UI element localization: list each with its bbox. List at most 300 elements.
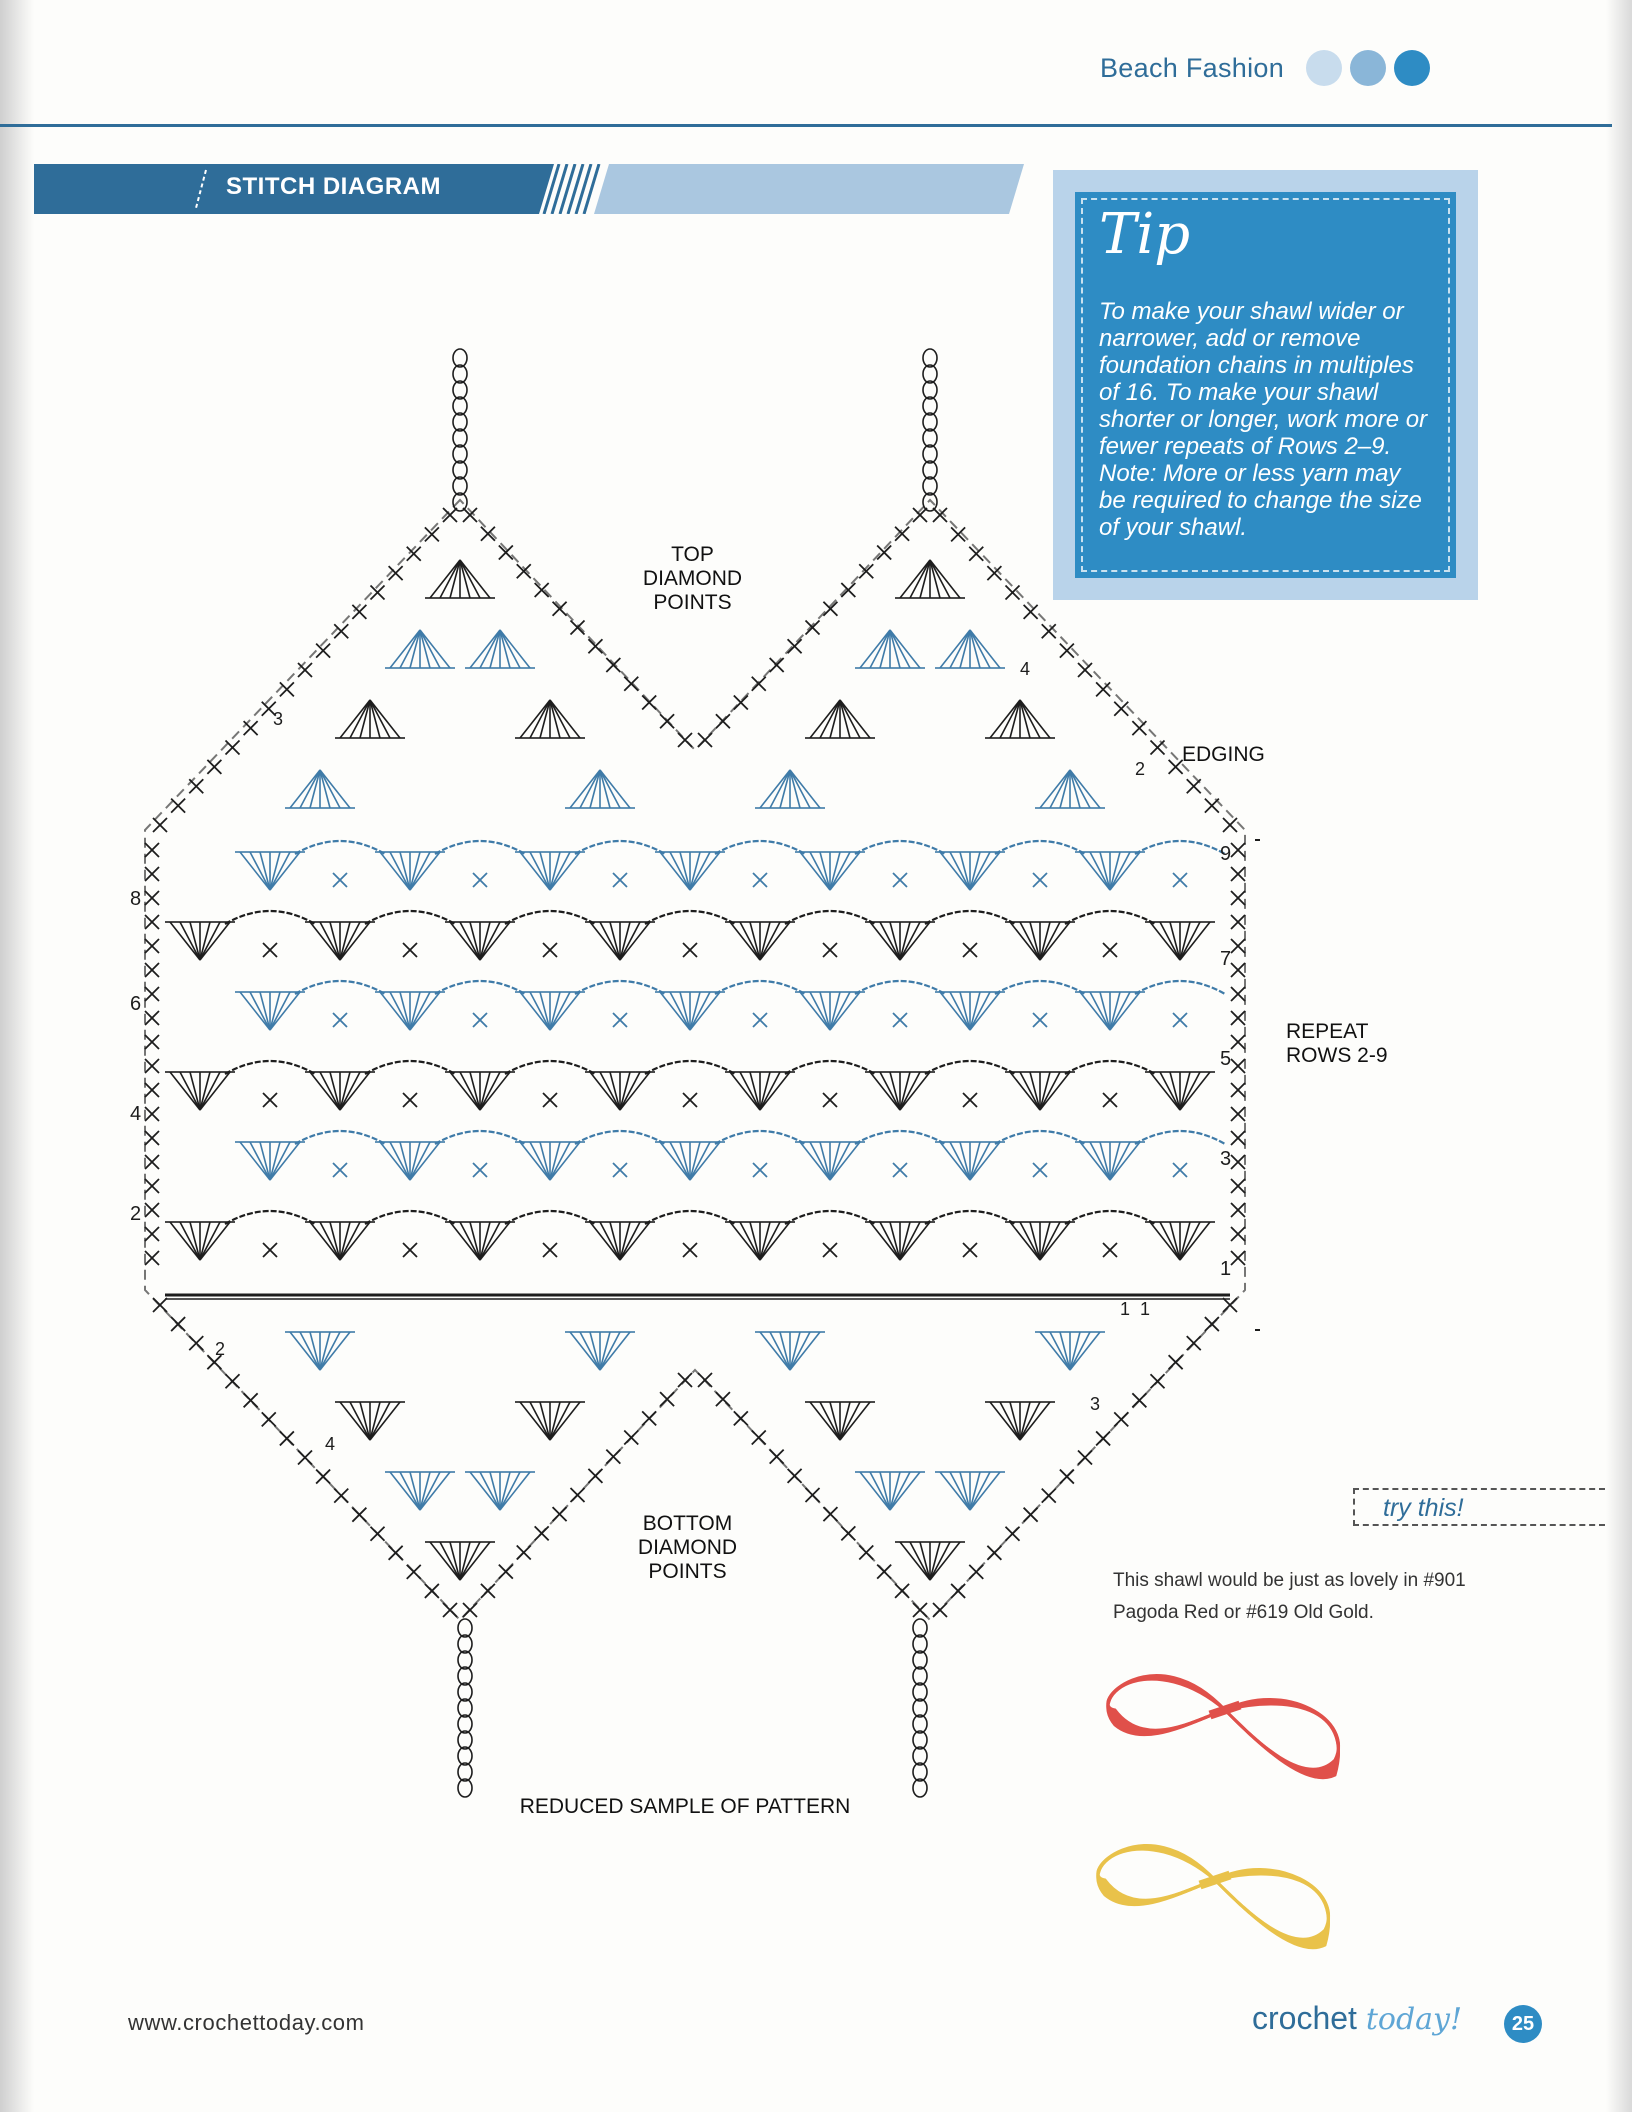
top-point-shell <box>515 700 585 738</box>
chain-arch <box>295 981 385 994</box>
shell-stitch <box>165 1072 235 1110</box>
shell-stitch <box>655 852 725 890</box>
row-number-left: 4 <box>130 1103 142 1125</box>
chain-arch <box>575 981 665 994</box>
edge-x-diag <box>153 1298 167 1312</box>
section-header <box>1100 50 1430 86</box>
bottom-point-shell <box>285 1332 355 1370</box>
bottom-point-shell <box>425 1542 495 1580</box>
edge-x-diag <box>371 1527 385 1541</box>
sc-stitch <box>683 1093 697 1107</box>
chain-arch <box>785 1211 875 1224</box>
edge-x-left <box>145 1059 159 1073</box>
shell-stitch <box>515 992 585 1030</box>
diagram-caption: REDUCED SAMPLE OF PATTERN <box>519 1795 851 1818</box>
chain-arch <box>855 1131 945 1144</box>
red-yarn-skein <box>1108 1676 1339 1778</box>
edge-x-right <box>1231 1179 1245 1193</box>
top-point-shell <box>805 700 875 738</box>
edge-x-diag <box>1024 1508 1038 1522</box>
edging-mark-bottom: 3 <box>1090 1394 1101 1414</box>
chain-arch <box>365 911 455 924</box>
edge-x-diag <box>933 1603 947 1617</box>
shell-stitch <box>375 992 445 1030</box>
shell-stitch <box>865 922 935 960</box>
edge-x-diag <box>553 1507 567 1521</box>
edge-x-diag <box>553 602 567 616</box>
sc-stitch <box>263 943 277 957</box>
top-point-shell <box>335 700 405 738</box>
edge-x-diag <box>969 1565 983 1579</box>
shell-stitch <box>725 1072 795 1110</box>
edge-x-diag <box>1187 779 1201 793</box>
row-number-right: 9 <box>1220 843 1232 865</box>
shell-stitch <box>305 922 375 960</box>
edge-x-diag <box>841 583 855 597</box>
edge-x-diag <box>1114 702 1128 716</box>
edge-x-diag <box>352 1508 366 1522</box>
edge-x-diag <box>660 714 674 728</box>
shell-stitch <box>725 1222 795 1260</box>
chain-arch <box>995 981 1085 994</box>
edge-x-left <box>145 1011 159 1025</box>
edge-x-diag <box>642 696 656 710</box>
sc-stitch <box>473 873 487 887</box>
shell-stitch <box>1005 922 1075 960</box>
edge-x-diag <box>207 760 221 774</box>
sc-stitch <box>333 1163 347 1177</box>
edge-x-diag <box>788 1469 802 1483</box>
edge-x-diag <box>716 714 730 728</box>
bottom-point-shell <box>385 1472 455 1510</box>
edge-x-diag <box>1205 799 1219 813</box>
shell-stitch <box>305 1222 375 1260</box>
edging-mark-top: 3 <box>273 709 284 729</box>
edge-x-diag <box>571 621 585 635</box>
edge-x-diag <box>535 583 549 597</box>
bottom-point-shell <box>335 1402 405 1440</box>
chain-arch <box>435 981 525 994</box>
bottom-point-shell <box>985 1402 1055 1440</box>
shell-stitch <box>795 992 865 1030</box>
chain-arch <box>575 841 665 854</box>
stitch-diagram-banner <box>34 164 1024 214</box>
edge-x-right <box>1231 1131 1245 1145</box>
edge-x-diag <box>606 1450 620 1464</box>
shell-stitch <box>935 852 1005 890</box>
edge-x-left <box>145 1107 159 1121</box>
edge-x-diag <box>734 696 748 710</box>
sc-stitch <box>613 1013 627 1027</box>
edging-mark-top: 2 <box>1135 759 1146 779</box>
banner-label: STITCH DIAGRAM <box>226 173 441 200</box>
shell-stitch <box>585 922 655 960</box>
edge-x-left <box>145 1035 159 1049</box>
edge-x-diag <box>1169 760 1183 774</box>
edge-x-left <box>145 1251 159 1265</box>
chain-arch <box>1135 1131 1225 1144</box>
edge-x-left <box>145 867 159 881</box>
page-gutter-shadow <box>0 0 34 2112</box>
chain-arch <box>715 981 805 994</box>
edge-x-diag <box>334 624 348 638</box>
chain-arch <box>715 1131 805 1144</box>
shell-stitch <box>445 1222 515 1260</box>
edge-x-diag <box>1114 1412 1128 1426</box>
edge-x-diag <box>298 663 312 677</box>
bottom-point-shell <box>465 1472 535 1510</box>
sc-stitch <box>1103 1093 1117 1107</box>
edge-x-diag <box>1187 1336 1201 1350</box>
edge-x-left <box>145 891 159 905</box>
edge-x-diag <box>171 1317 185 1331</box>
edge-x-left <box>145 1227 159 1241</box>
chain-arch <box>1065 1061 1155 1074</box>
footer-brand <box>1252 2000 1462 2037</box>
shell-stitch <box>585 1222 655 1260</box>
shell-stitch <box>1005 1222 1075 1260</box>
chain-arch <box>645 911 735 924</box>
try-this-label: try this! <box>1383 1494 1464 1522</box>
sc-stitch <box>263 1243 277 1257</box>
chain-arch <box>925 911 1015 924</box>
chain-arch <box>435 1131 525 1144</box>
header-dots <box>1306 50 1430 86</box>
edge-x-left <box>145 939 159 953</box>
top-point-shell <box>985 700 1055 738</box>
shell-stitch <box>515 1142 585 1180</box>
edge-x-diag <box>443 1603 457 1617</box>
gold-yarn-skein <box>1098 1846 1329 1948</box>
top-diamond-points-label: TOP DIAMOND POINTS <box>642 543 743 614</box>
chain-tail-bottom-left <box>458 1619 472 1797</box>
edge-x-diag <box>859 564 873 578</box>
edge-x-left <box>145 1083 159 1097</box>
edge-x-right <box>1231 939 1245 953</box>
row-number-right: 5 <box>1220 1048 1232 1070</box>
edge-x-diag <box>588 639 602 653</box>
sc-stitch <box>333 1013 347 1027</box>
edge-x-diag <box>244 1393 258 1407</box>
row-number-left: 8 <box>130 888 142 910</box>
edge-x-diag <box>407 1565 421 1579</box>
sc-stitch <box>963 943 977 957</box>
sc-stitch <box>753 1013 767 1027</box>
chain-tail-top-right <box>923 349 937 511</box>
edge-x-right <box>1231 987 1245 1001</box>
shell-stitch <box>725 922 795 960</box>
edge-x-right <box>1231 891 1245 905</box>
edge-x-left <box>145 1179 159 1193</box>
top-point-shell <box>895 560 965 598</box>
sc-stitch <box>473 1163 487 1177</box>
shell-stitch <box>1145 1072 1215 1110</box>
sc-stitch <box>753 1163 767 1177</box>
bottom-point-shell <box>855 1472 925 1510</box>
edge-x-diag <box>171 799 185 813</box>
top-point-shell <box>565 770 635 808</box>
try-this-description: This shawl would be just as lovely in #901 Pagoda Red or #619 Old Gold. <box>1113 1570 1466 1623</box>
chain-arch <box>505 911 595 924</box>
shell-stitch <box>655 992 725 1030</box>
shell-stitch <box>865 1072 935 1110</box>
repeat-rows-label: REPEAT ROWS 2-9 <box>1286 1020 1388 1067</box>
bottom-point-shell <box>565 1332 635 1370</box>
chain-arch <box>1065 1211 1155 1224</box>
edge-x-diag <box>1060 644 1074 658</box>
section-title: Beach Fashion <box>1100 52 1285 83</box>
chain-arch <box>855 841 945 854</box>
shell-stitch <box>1005 1072 1075 1110</box>
shell-stitch <box>165 1222 235 1260</box>
sc-stitch <box>963 1093 977 1107</box>
chain-arch <box>505 1061 595 1074</box>
edge-x-diag <box>588 1469 602 1483</box>
shell-stitch <box>865 1222 935 1260</box>
edge-x-diag <box>425 1584 439 1598</box>
edge-x-diag <box>1132 1393 1146 1407</box>
shell-stitch <box>935 1142 1005 1180</box>
sc-stitch <box>893 1163 907 1177</box>
sc-stitch <box>823 1243 837 1257</box>
edge-x-diag <box>770 1450 784 1464</box>
sc-stitch <box>1033 873 1047 887</box>
chain-arch <box>365 1061 455 1074</box>
edge-x-left <box>145 987 159 1001</box>
brand-accent: today! <box>1365 2002 1463 2037</box>
chain-arch <box>295 1131 385 1144</box>
chain-tail-bottom-right <box>913 1619 927 1797</box>
shell-stitch <box>795 1142 865 1180</box>
sc-stitch <box>613 873 627 887</box>
edge-x-right <box>1231 1107 1245 1121</box>
edge-x-diag <box>698 733 712 747</box>
sc-stitch <box>613 1163 627 1177</box>
sc-stitch <box>543 1093 557 1107</box>
sc-stitch <box>543 943 557 957</box>
edging-mark-bottom: 4 <box>325 1434 336 1454</box>
top-point-shell <box>1035 770 1105 808</box>
edge-x-diag <box>280 1431 294 1445</box>
sc-stitch <box>963 1243 977 1257</box>
edge-x-left <box>145 843 159 857</box>
edge-x-diag <box>1042 624 1056 638</box>
edge-x-diag <box>788 639 802 653</box>
bottom-point-shell <box>515 1402 585 1440</box>
edge-x-diag <box>262 1412 276 1426</box>
shell-stitch <box>375 1142 445 1180</box>
edge-x-right <box>1231 1251 1245 1265</box>
shell-stitch <box>305 1072 375 1110</box>
shell-stitch <box>235 992 305 1030</box>
sc-stitch <box>1173 1013 1187 1027</box>
edge-x-diag <box>1223 1298 1237 1312</box>
edge-x-right <box>1231 843 1245 857</box>
sc-stitch <box>543 1243 557 1257</box>
edge-x-diag <box>823 1507 837 1521</box>
edge-x-diag <box>752 1431 766 1445</box>
edge-x-right <box>1231 1227 1245 1241</box>
tip-heading: Tip <box>1099 202 1191 267</box>
chain-arch <box>225 1211 315 1224</box>
header-rule <box>0 124 1612 127</box>
edge-x-diag <box>517 1546 531 1560</box>
bottom-diamond-points-label: BOTTOM DIAMOND POINTS <box>637 1512 738 1583</box>
edge-x-diag <box>806 621 820 635</box>
sc-stitch <box>1033 1163 1047 1177</box>
shell-stitch <box>445 922 515 960</box>
bottom-point-shell <box>755 1332 825 1370</box>
try-this-box <box>1353 1488 1605 1526</box>
sc-stitch <box>403 943 417 957</box>
sc-stitch <box>893 873 907 887</box>
row-number-right: 7 <box>1220 948 1232 970</box>
shell-stitch <box>165 922 235 960</box>
edge-x-diag <box>624 677 638 691</box>
edge-x-diag <box>226 741 240 755</box>
shell-stitch <box>1145 1222 1215 1260</box>
row-number-left: 2 <box>130 1203 142 1225</box>
edge-x-diag <box>913 1603 927 1617</box>
edge-x-diag <box>1151 741 1165 755</box>
edge-x-diag <box>244 721 258 735</box>
edge-x-diag <box>752 677 766 691</box>
edge-x-right <box>1231 1011 1245 1025</box>
edge-x-diag <box>806 1488 820 1502</box>
shell-stitch <box>375 852 445 890</box>
chain-arch <box>1135 981 1225 994</box>
chain-arch <box>1135 841 1225 854</box>
edge-x-diag <box>877 1565 891 1579</box>
chain-arch <box>715 841 805 854</box>
header-dot-medium <box>1350 50 1386 86</box>
chain-arch <box>645 1211 735 1224</box>
edge-x-right <box>1231 1155 1245 1169</box>
chain-arch <box>995 1131 1085 1144</box>
sc-stitch <box>403 1243 417 1257</box>
chain-arch <box>505 1211 595 1224</box>
top-point-shell <box>385 630 455 668</box>
edge-x-diag <box>389 1546 403 1560</box>
shell-stitch <box>655 1142 725 1180</box>
chain-arch <box>925 1061 1015 1074</box>
repeat-bracket <box>1255 840 1260 1330</box>
edge-x-diag <box>770 658 784 672</box>
edge-x-diag <box>1060 1470 1074 1484</box>
edge-x-diag <box>1205 1317 1219 1331</box>
edge-x-diag <box>1223 818 1237 832</box>
edge-x-diag <box>1078 1451 1092 1465</box>
yarn-samples-image <box>1095 1640 1355 1970</box>
edge-x-right <box>1231 867 1245 881</box>
edge-x-diag <box>226 1374 240 1388</box>
top-point-shell <box>935 630 1005 668</box>
chain-arch <box>645 1061 735 1074</box>
top-point-shell <box>425 560 495 598</box>
edging-mark-bottom: 1 <box>1140 1299 1151 1319</box>
chain-arch <box>855 981 945 994</box>
edge-x-diag <box>1132 721 1146 735</box>
edge-x-diag <box>189 779 203 793</box>
sc-stitch <box>1173 873 1187 887</box>
top-point-shell <box>755 770 825 808</box>
shell-stitch <box>235 852 305 890</box>
edge-x-diag <box>1096 1431 1110 1445</box>
chain-arch <box>925 1211 1015 1224</box>
sc-stitch <box>753 873 767 887</box>
chain-arch <box>295 841 385 854</box>
row-number-right: 1 <box>1220 1258 1232 1280</box>
edge-x-diag <box>841 1526 855 1540</box>
edge-x-diag <box>895 1584 909 1598</box>
row-number-right: 3 <box>1220 1148 1232 1170</box>
edge-x-right <box>1231 963 1245 977</box>
edge-x-left <box>145 1155 159 1169</box>
chain-arch <box>225 911 315 924</box>
edge-x-left <box>145 1203 159 1217</box>
header-dot-light <box>1306 50 1342 86</box>
tip-text: To make your shawl wider or narrower, add or remove foundation chains in multiples of 16. To make your shawl shorter or longer, work more or fewer repeats of Rows 2–9. Note: More or less yarn may be required to change the size of your shawl. <box>1099 298 1428 541</box>
edge-x-diag <box>499 1565 513 1579</box>
edge-x-diag <box>859 1546 873 1560</box>
edge-x-diag <box>481 1584 495 1598</box>
edge-x-diag <box>1169 1355 1183 1369</box>
edge-x-diag <box>987 1546 1001 1560</box>
banner-graphic <box>34 164 1024 214</box>
edge-x-diag <box>316 644 330 658</box>
bottom-point-shell <box>935 1472 1005 1510</box>
chain-arch <box>1065 911 1155 924</box>
sc-stitch <box>1173 1163 1187 1177</box>
edge-x-left <box>145 915 159 929</box>
shell-stitch <box>1075 992 1145 1030</box>
shell-stitch <box>445 1072 515 1110</box>
edge-x-diag <box>624 1431 638 1445</box>
edge-x-diag <box>535 1526 549 1540</box>
sc-stitch <box>473 1013 487 1027</box>
sc-stitch <box>823 943 837 957</box>
chain-arch <box>785 911 875 924</box>
edge-x-diag <box>298 1451 312 1465</box>
brand-main: crochet <box>1252 2000 1357 2036</box>
edging-mark-top: 4 <box>1020 659 1031 679</box>
edge-x-right <box>1231 1203 1245 1217</box>
edge-x-diag <box>660 1392 674 1406</box>
sc-stitch <box>333 873 347 887</box>
top-point-shell <box>285 770 355 808</box>
edge-x-diag <box>823 602 837 616</box>
edge-x-diag <box>1006 1527 1020 1541</box>
shell-stitch <box>235 1142 305 1180</box>
sc-stitch <box>893 1013 907 1027</box>
edge-x-right <box>1231 915 1245 929</box>
sc-stitch <box>1103 943 1117 957</box>
edge-x-diag <box>678 1373 692 1387</box>
edge-x-right <box>1231 1059 1245 1073</box>
page-edge <box>1606 0 1632 2112</box>
row-number-left: 6 <box>130 993 142 1015</box>
shell-stitch <box>515 852 585 890</box>
shell-stitch <box>935 992 1005 1030</box>
footer-url[interactable]: www.crochettoday.com <box>128 2010 365 2035</box>
edging-mark-top: 1 <box>1120 1299 1131 1319</box>
edge-x-diag <box>1096 682 1110 696</box>
chain-tail-top-left <box>453 349 467 511</box>
shell-stitch <box>795 852 865 890</box>
edge-x-left <box>145 963 159 977</box>
edge-x-diag <box>642 1411 656 1425</box>
sc-stitch <box>823 1093 837 1107</box>
